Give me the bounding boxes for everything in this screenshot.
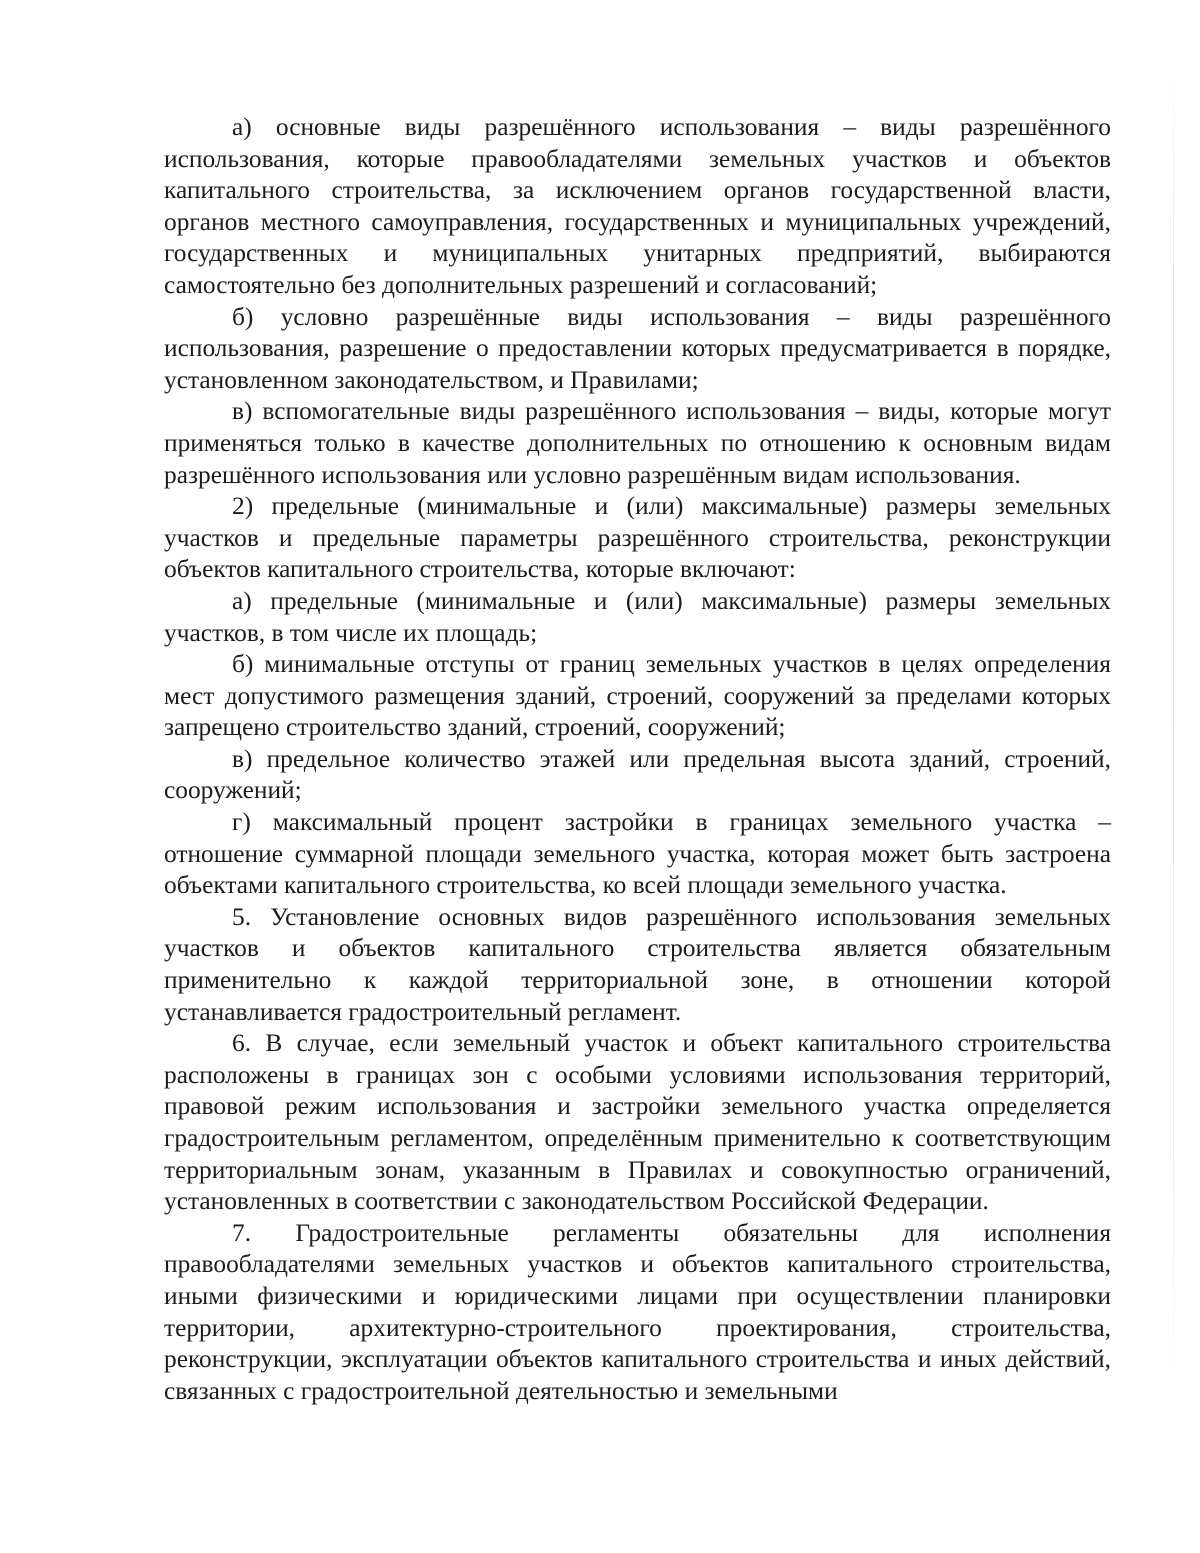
- paragraph-floor-limits: в) предельное количество этажей или предельная высота зданий, строений, сооружений;: [164, 744, 1111, 805]
- paragraph-item-6: 6. В случае, если земельный участок и объект капитального строительства расположены в границах зон с особыми условиями использования территорий, правовой режим использования и застройки земельного участка определяется градостроительным регламентом, определённым применительно к соответствующим территориальным зонам, указанным в Правилах и совокупностью ограничений, установленных в соответствии с законодательством Российской Федерации.: [164, 1029, 1111, 1216]
- paragraph-item-5: 5. Установление основных видов разрешённого использования земельных участков и объектов капитального строительства является обязательным применительно к каждой территориальной зоне, в отношении которой устанавливается градостроительный регламент.: [164, 902, 1111, 1026]
- scan-edge-shadow: [1173, 60, 1174, 1400]
- paragraph-plot-size-limits: а) предельные (минимальные и (или) максимальные) размеры земельных участков, в том числе их площадь;: [164, 586, 1111, 647]
- paragraph-conditional-use-types: б) условно разрешённые виды использования – виды разрешённого использования, разрешение о предоставлении которых предусматривается в порядке, установленном законодательством, и Правилами;: [164, 302, 1111, 394]
- paragraph-auxiliary-use-types: в) вспомогательные виды разрешённого использования – виды, которые могут применяться только в качестве дополнительных по отношению к основным видам разрешённого использования или условно разрешённым видам использования.: [164, 397, 1111, 489]
- paragraph-coverage-percent: г) максимальный процент застройки в границах земельного участка – отношение суммарной площади земельного участка, которая может быть застроена объектами капитального строительства, ко всей площади земельного участка.: [164, 808, 1111, 900]
- paragraph-setbacks: б) минимальные отступы от границ земельных участков в целях определения мест допустимого размещения зданий, строений, сооружений за пределами которых запрещено строительство зданий, строений, сооружений;: [164, 650, 1111, 742]
- document-body: [164, 112, 1111, 1407]
- paragraph-size-limits: 2) предельные (минимальные и (или) максимальные) размеры земельных участков и предельные параметры разрешённого строительства, реконструкции объектов капитального строительства, которые включают:: [164, 492, 1111, 584]
- paragraph-basic-use-types: а) основные виды разрешённого использования – виды разрешённого использования, которые правообладателями земельных участков и объектов капитального строительства, за исключением органов государственной власти, органов местного самоуправления, государственных и муниципальных учреждений, государственных и муниципальных унитарных предприятий, выбираются самостоятельно без дополнительных разрешений и согласований;: [164, 113, 1111, 299]
- paragraph-item-7: 7. Градостроительные регламенты обязательны для исполнения правообладателями земельных участков и объектов капитального строительства, иными физическими и юридическими лицами при осуществлении планировки территории, архитектурно-строительного проектирования, строительства, реконструкции, эксплуатации объектов капитального строительства и иных действий, связанных с градостроительной деятельностью и земельными: [164, 1218, 1111, 1405]
